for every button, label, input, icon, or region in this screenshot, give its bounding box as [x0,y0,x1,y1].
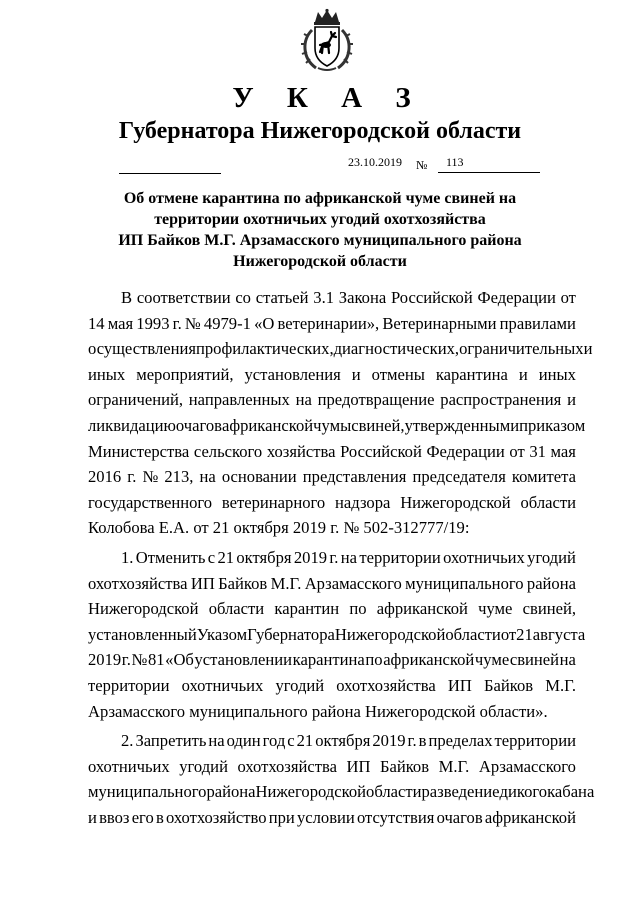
word: Министерства [88,441,190,461]
text-line [88,647,576,673]
word: муниципального [88,782,207,802]
word: Арзамасского [478,756,576,776]
word: и [88,807,97,827]
word: кабана [547,782,595,802]
word: отсутствия [356,807,435,827]
word: установленный [88,624,197,644]
word: приказом [519,415,586,435]
document-type-heading: У К А З [232,82,424,114]
word: председателя [412,467,506,487]
word: карантин [274,599,340,619]
word: ввоз [99,807,130,827]
word: г. [172,313,182,333]
text-line [88,673,576,699]
word: 14 [88,313,105,333]
word: г. [127,467,137,487]
word: территории [88,675,170,695]
word: Запретить [135,731,207,751]
word: района [526,573,576,593]
word: профилактических, [195,339,334,359]
word: Нижегородской [255,782,367,802]
word: установления [244,364,341,384]
word: угодий [275,675,325,695]
word: при [268,807,295,827]
word: Арзамасского муниципального района Нижегородской области». [88,701,548,721]
word: № [131,650,148,670]
word: ветеринарии», [277,313,380,333]
word: угодий [527,547,576,567]
word: 213, [164,467,194,487]
word: правилами [499,313,576,333]
word: Отменить [135,547,206,567]
word: и [351,364,361,384]
word: 2016 [88,467,122,487]
word: охотничьих [181,675,264,695]
word: Российской [390,288,473,307]
word: представления [302,467,407,487]
word: соответствии [136,288,231,307]
word: мая [550,441,576,461]
word: иных [538,364,576,384]
word: основании [221,467,297,487]
word: карантина [292,650,365,670]
word: чуме [478,599,513,619]
word: государственного [88,492,213,512]
word: угодий [179,756,228,776]
word: с [287,731,295,751]
word: Ветеринарными [382,313,497,333]
word: октября [236,547,292,567]
word: со [235,288,251,307]
word: охотхозяйства [88,573,188,593]
word: дикого [499,782,548,802]
word: Федерации [477,288,556,307]
word: 81 [147,650,165,670]
title-line: ИП Байков М.Г. Арзамасского муниципального района [118,232,522,249]
word: по [349,599,367,619]
word: августа [532,624,586,644]
word: африканской [383,650,475,670]
word: № [184,313,201,333]
text-line [88,336,593,362]
word: отмены [371,364,425,384]
word: 31 [529,441,546,461]
word: М.Г. [438,756,470,776]
title-line: территории охотничьих угодий охотхозяйства [154,211,486,228]
word: на [559,650,576,670]
word: 2019 [293,547,328,567]
word: охотничьих [443,547,525,567]
word: иных [88,364,126,384]
word: карантина [435,364,508,384]
word: ограничений, [88,390,184,410]
word: свиней [509,650,560,670]
text-line [88,515,576,541]
word: его [131,807,154,827]
word: предотвращение [317,390,435,410]
text-line [88,699,576,725]
text-line [88,622,586,648]
word: год [262,731,286,751]
word: охотхозяйства [336,675,436,695]
text-line [88,311,576,337]
word: ограничительных [459,339,584,359]
text-line [88,387,576,413]
word: г. [407,731,417,751]
word: осуществления [88,339,196,359]
word: 4979-1 [203,313,251,333]
text-line [88,805,576,831]
title-line: Об отмене карантина по африканской чуме свиней на [123,190,517,207]
word: М.Г. [270,573,302,593]
word: пределах [428,731,493,751]
word: Нижегородской [334,624,446,644]
word: один [226,731,261,751]
word: и [583,339,593,359]
decree-title [0,188,640,272]
word: надзора [335,492,391,512]
number-sign: № [416,158,428,172]
word: территории [359,547,441,567]
word: области [520,492,576,512]
word: территории [494,731,576,751]
word: чумы [313,415,352,435]
word: «Об [165,650,194,670]
word: свиней, [351,415,405,435]
word: в [155,807,164,827]
word: области [208,599,265,619]
word: ветеринарного [221,492,326,512]
word: 3.1 [313,288,335,307]
decree-body [88,285,595,830]
text-line [88,464,576,490]
word: Байков [379,756,430,776]
word: № [142,467,159,487]
word: африканской [376,599,468,619]
issuer-heading: Губернатора Нижегородской области [118,118,522,144]
word: 21 [296,731,314,751]
text-line [88,413,586,439]
word: Закона [338,288,387,307]
number-underline [438,172,540,173]
word: октября [315,731,371,751]
word: Нижегородской [88,599,199,619]
word: Российской [340,441,422,461]
word: «О [254,313,275,333]
item-2-paragraph [88,728,595,830]
word: хозяйства [266,441,336,461]
word: района [206,782,256,802]
word: Федерации [426,441,505,461]
word: ИП [190,573,215,593]
text-line [88,490,576,516]
word: очагов [175,415,223,435]
word: 2. [121,731,134,751]
word: муниципального [405,573,524,593]
word: разведение [421,782,500,802]
word: В [121,288,133,307]
word: охотхозяйство [165,807,267,827]
word: 1. [121,547,134,567]
word: области [445,624,501,644]
word: от [500,624,517,644]
word: Арзамасского [304,573,402,593]
word: г. [121,650,131,670]
text-line [88,779,595,805]
text-line [88,439,576,465]
word: и [567,390,576,410]
word: условии [296,807,355,827]
word: установлении [194,650,293,670]
preamble-paragraph [88,285,593,541]
text-line [88,285,576,311]
text-line [88,596,576,622]
title-line: Нижегородской области [233,253,407,270]
decree-date: 23.10.2019 [348,155,402,169]
text-line [88,571,576,597]
word: от [560,288,576,307]
text-line [88,728,576,754]
word: Колобова Е.А. от 21 октября 2019 г. № 502-312777/19: [88,518,470,538]
word: сельского [193,441,263,461]
word: 2019 [88,650,122,670]
word: ИП [447,675,472,695]
word: Байков [483,675,534,695]
word: африканской [484,807,576,827]
word: свиней, [522,599,576,619]
word: 21 [217,547,235,567]
word: Губернатора [247,624,335,644]
decree-number: 113 [446,155,464,169]
word: мая [107,313,134,333]
word: охотничьих [88,756,170,776]
word: 2019 [372,731,406,751]
text-line [88,545,576,571]
word: М.Г. [545,675,576,695]
word: г. [329,547,339,567]
word: утвержденными [404,415,520,435]
word: области [366,782,422,802]
word: на [295,390,312,410]
word: ликвидацию [88,415,176,435]
word: Байков [218,573,268,593]
word: Указом [196,624,248,644]
word: мероприятий, [136,364,234,384]
word: на [208,731,225,751]
text-line [88,362,576,388]
word: 1993 [136,313,170,333]
word: комитета [511,467,576,487]
signature-line-left [119,173,221,174]
word: статьей [255,288,309,307]
word: ИП [346,756,371,776]
word: с [207,547,216,567]
word: и [518,364,528,384]
word: охотхозяйства [237,756,337,776]
word: по [365,650,383,670]
word: 21 [516,624,533,644]
item-1-paragraph [88,545,586,724]
text-line [88,754,576,780]
word: африканской [222,415,314,435]
word: диагностических, [333,339,460,359]
word: Нижегородской [400,492,511,512]
word: на [340,547,358,567]
word: направленных [188,390,290,410]
coat-of-arms-icon [298,8,356,74]
word: от [509,441,525,461]
word: очагов [436,807,483,827]
word: в [418,731,427,751]
word: распространения [440,390,562,410]
word: чуме [474,650,510,670]
word: на [199,467,216,487]
